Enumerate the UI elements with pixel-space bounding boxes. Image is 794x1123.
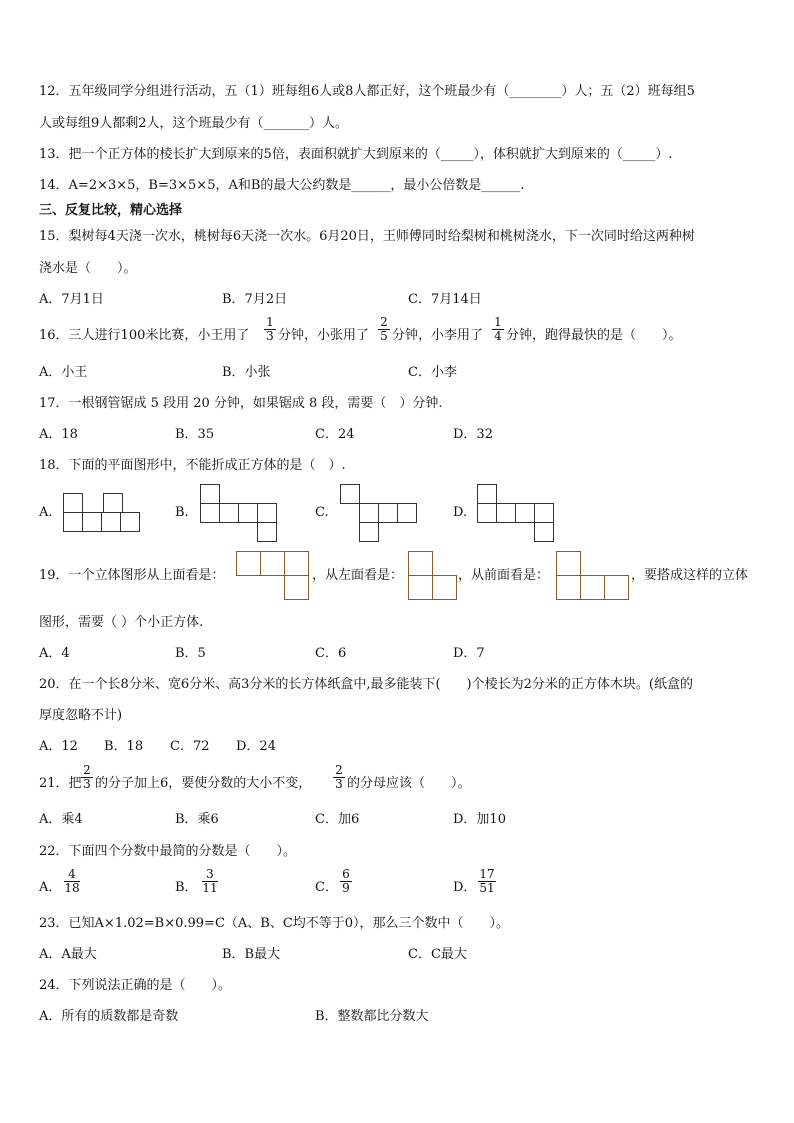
q20-option-d[interactable]: D．24	[236, 739, 276, 754]
q21-fraction-1	[81, 764, 93, 791]
q24-option-b[interactable]: B．整数都比分数大	[315, 1009, 429, 1024]
q16-fraction-3-numerator: 1	[492, 316, 504, 330]
q17-option-b[interactable]: B．35	[175, 427, 215, 442]
q18-net-d	[477, 484, 557, 544]
q22-option-d-denominator: 51	[479, 881, 495, 895]
q17-option-d[interactable]: D．32	[453, 427, 493, 442]
q15-line1: 15．梨树每4天浇一次水，桃树每6天浇一次水。6月20日，王师傅同时给梨树和桃树浇水，下一次同时给这两种树	[39, 229, 695, 244]
q21-fraction-2-denominator: 3	[335, 777, 343, 791]
q21-fraction-1-denominator: 3	[83, 777, 91, 791]
q16-fraction-1-denominator: 3	[266, 329, 274, 343]
q16-fraction-3	[492, 316, 504, 343]
q19-text-3: ，从前面看是：	[458, 568, 550, 583]
q19-text-2: ，从左面看是：	[312, 568, 404, 583]
q22-option-a-denominator: 18	[64, 881, 80, 895]
q21-option-d[interactable]: D．加10	[453, 812, 506, 827]
q19-front-view	[556, 551, 631, 601]
q21-text-1: 21．把	[39, 776, 82, 791]
q19-line2: 图形，需要（ ）个小正方体.	[39, 615, 204, 630]
q18-option-a[interactable]: A.	[39, 505, 53, 520]
q21-option-c[interactable]: C．加6	[315, 812, 360, 827]
q22-option-c[interactable]: C．	[315, 880, 338, 895]
q22-text: 22．下面四个分数中最简的分数是（ ）。	[39, 844, 297, 859]
q20-option-a[interactable]: A．12	[39, 739, 78, 754]
q16-option-c[interactable]: C．小李	[408, 365, 457, 380]
q21-option-a[interactable]: A．乘4	[39, 812, 83, 827]
q21-fraction-2	[333, 764, 345, 791]
q16-fraction-2	[378, 316, 390, 343]
q20-line1: 20．在一个长8分米、宽6分米、高3分米的长方体纸盒中,最多能装下( )个棱长为2分米的正方体木块。(纸盒的	[39, 677, 693, 692]
q18-net-c	[340, 484, 420, 544]
q18-option-b[interactable]: B.	[175, 505, 189, 520]
q21-fraction-2-numerator: 2	[333, 764, 345, 778]
q14-text: 14．A=2×3×5，B=3×5×5，A和B的最大公约数是______，最小公倍数是______.	[39, 178, 525, 193]
q21-text-3: 的分母应该（ ）。	[347, 776, 471, 791]
q15-option-c[interactable]: C．7月14日	[408, 292, 482, 307]
q16-option-b[interactable]: B．小张	[222, 365, 271, 380]
q16-fraction-2-numerator: 2	[378, 316, 390, 330]
q15-option-b[interactable]: B．7月2日	[222, 292, 288, 307]
q22-option-c-numerator: 6	[340, 868, 352, 882]
q22-option-a-fraction	[64, 868, 80, 895]
q22-option-b-numerator: 3	[202, 868, 218, 882]
q17-option-c[interactable]: C．24	[315, 427, 355, 442]
q19-option-c[interactable]: C．6	[315, 646, 347, 661]
q19-top-view	[236, 551, 311, 601]
q15-line2: 浇水是（ ）。	[39, 261, 137, 276]
q19-text-1: 19．一个立体图形从上面看是：	[39, 568, 225, 583]
q12-line2: 人或每组9人都剩2人，这个班最少有（_______）人。	[39, 116, 349, 131]
q22-option-d-fraction	[478, 868, 496, 895]
q19-option-a[interactable]: A．4	[39, 646, 70, 661]
q16-fraction-1	[264, 316, 276, 343]
q20-line2: 厚度忽略不计)	[39, 708, 123, 723]
q20-option-b[interactable]: B．18	[104, 739, 144, 754]
q22-option-a-numerator: 4	[64, 868, 80, 882]
q23-option-a[interactable]: A．A最大	[39, 947, 97, 962]
q18-net-a	[63, 493, 143, 533]
q21-text-2: 的分子加上6，要使分数的大小不变，	[95, 776, 312, 791]
q16-fraction-3-denominator: 4	[494, 329, 502, 343]
q16-text-4: 分钟，跑得最快的是（ ）。	[506, 328, 682, 343]
q18-option-c[interactable]: C.	[315, 505, 329, 520]
q22-option-d-numerator: 17	[479, 867, 495, 881]
q16-text-3: 分钟，小李用了	[392, 328, 484, 343]
q16-option-a[interactable]: A．小王	[39, 365, 88, 380]
q22-option-b-denominator: 11	[202, 881, 218, 895]
q23-option-b[interactable]: B．B最大	[222, 947, 281, 962]
q21-option-b[interactable]: B．乘6	[175, 812, 219, 827]
q22-option-c-denominator: 9	[342, 881, 350, 895]
q19-option-d[interactable]: D．7	[453, 646, 485, 661]
q15-option-a[interactable]: A．7月1日	[39, 292, 104, 307]
q22-option-b[interactable]: B．	[175, 880, 198, 895]
q22-option-c-fraction	[340, 868, 352, 895]
q12-line1: 12．五年级同学分组进行活动，五（1）班每组6人或8人都正好，这个班最少有（________）人；五（2）班每组5	[39, 84, 695, 99]
q20-option-c[interactable]: C．72	[170, 739, 210, 754]
q17-option-a[interactable]: A．18	[39, 427, 78, 442]
section-3-heading: 三、反复比较，精心选择	[39, 203, 183, 218]
q19-option-b[interactable]: B．5	[175, 646, 206, 661]
q23-text: 23．已知A×1.02=B×0.99=C（A、B、C均不等于0），那么三个数中（ ）。	[39, 916, 510, 931]
q24-option-a[interactable]: A．所有的质数都是奇数	[39, 1009, 179, 1024]
q17-text: 17．一根钢管锯成 5 段用 20 分钟，如果锯成 8 段，需要（ ）分钟.	[39, 396, 443, 411]
q23-option-c[interactable]: C．C最大	[408, 947, 467, 962]
q19-left-view	[408, 551, 458, 601]
q22-option-d[interactable]: D．	[453, 880, 477, 895]
q18-text: 18．下面的平面图形中，不能折成正方体的是（ ）.	[39, 458, 346, 473]
q24-text: 24．下列说法正确的是（ ）。	[39, 978, 232, 993]
q21-fraction-1-numerator: 2	[81, 764, 93, 778]
q16-text-1: 16．三人进行100米比赛，小王用了	[39, 328, 250, 343]
q22-option-b-fraction	[202, 868, 218, 895]
q16-fraction-1-numerator: 1	[264, 316, 276, 330]
q13-text: 13．把一个正方体的棱长扩大到原来的5倍，表面积就扩大到原来的（_____），体积就扩大到原来的（_____）.	[39, 147, 673, 162]
q16-text-2: 分钟，小张用了	[278, 328, 370, 343]
q18-net-b	[200, 484, 280, 544]
q16-fraction-2-denominator: 5	[380, 329, 388, 343]
q18-option-d[interactable]: D.	[453, 505, 468, 520]
q19-text-4: ，要搭成这样的立体	[631, 568, 749, 583]
q22-option-a[interactable]: A．	[39, 880, 62, 895]
